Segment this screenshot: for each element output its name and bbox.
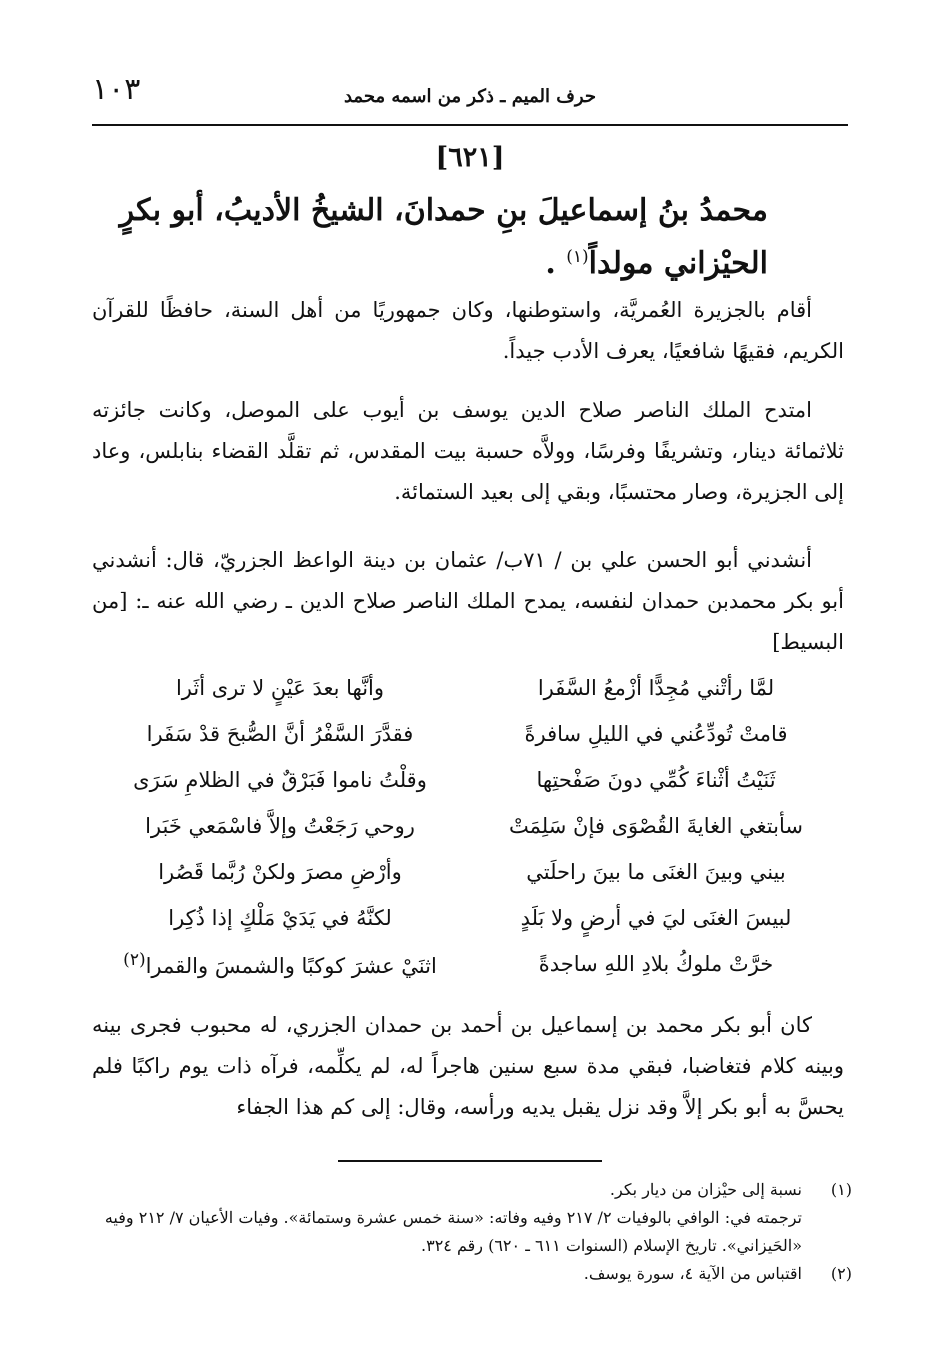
hemistich-second: وقلْتُ ناموا فَبَرْقٌ في الظلامِ سَرَى [133,768,427,792]
hemistich-first: سأبتغي الغايةَ القُصْوَى فإنْ سَلِمَتْ [509,814,803,838]
hemistich-second: روحي رَجَعْتُ وإلاَّ فاسْمَعي خَبَرا [145,814,415,838]
paragraph-2 [92,390,844,513]
footnote-number: (١) [830,1180,852,1199]
entry-number: [٦٢١] [435,142,505,173]
footnote-ref-1: (١) [566,247,589,267]
running-head: حرف الميم ـ ذكر من اسمه محمد [343,86,596,107]
entry-title-line-1: محمدُ بنُ إسماعيلَ بنِ حمدانَ، الشيخُ الأديبُ، أبو بكرٍ [119,193,768,228]
footnotes [92,1176,852,1288]
paragraph-3 [92,540,844,663]
entry-title-end: . [545,246,567,281]
poem [92,665,844,987]
footnote-line: ترجمته في: الوافي بالوفيات ٢/ ٢١٧ وفيه وفاته: «سنة خمس عشرة وستمائة». وفيات الأعيان ٧/ ٢١٢ وفيه «الحَيزاني». تاريخ الإسلام (السنوات ٦١١ ـ ٦٢٠) رقم ٣٢٤. [104,1208,802,1255]
header-rule [92,124,848,126]
hemistich-first: لبيسَ الغنَى ليَ في أرضٍ ولا بَلَدٍ [520,906,792,930]
paragraph-text: أنشدني أبو الحسن علي بن / ٧١ب/ عثمان بن دينة الواعظ الجزريّ، قال: أنشدني أبو بكر محمدبن حمدان لنفسه، يمدح الملك الناصر صلاح الدين ـ رضي الله عنه ـ: [من البسيط] [92,548,844,654]
paragraph-text: أقام بالجزيرة العُمريَّة، واستوطنها، وكان جمهوريًا من أهل السنة، حافظًا للقرآن الكريم، فقيهًا شافعيًا، يعرف الأدب جيداً. [92,298,844,363]
page-number: ١٠٣ [92,72,141,107]
footnote-ref-2: (٢) [123,950,146,970]
footnote-2 [92,1260,852,1288]
footnote-body [92,1176,802,1260]
entry-title-line-2 [80,234,768,287]
hemistich-second: فقدَّرَ السَّفْرُ أنَّ الصُّبحَ قدْ سَفَرا [146,722,414,746]
footnote-number: (٢) [830,1264,852,1283]
footnote-rule [338,1160,602,1162]
poem-verse [92,849,844,895]
hemistich-second: وأرْضِ مصرَ ولكنْ رُبَّما قَصُرا [158,860,402,884]
hemistich-second: لكنَّهُ في يَدَيْ مَلْكٍ إذا ذُكِرا [168,906,392,930]
footnote-line: اقتباس من الآية ٤، سورة يوسف. [583,1264,802,1283]
hemistich-first: قامتْ تُودِّعُني في الليلِ سافرةً [524,722,788,746]
hemistich-first: ثَنَيْتُ أثْناءَ كُمِّي دونَ صَفْحتِها [536,768,776,792]
hemistich-first: خرَّتْ ملوكُ بلادِ اللهِ ساجدةً [538,952,774,976]
entry-title-name: الحيْزاني مولداً [588,246,768,281]
hemistich-text: اثنَيْ عشرَ كوكبًا والشمسَ والقمرا [145,954,437,978]
entry-title [80,188,768,287]
page-header [92,70,848,122]
paragraph-text: كان أبو بكر محمد بن إسماعيل بن أحمد بن حمدان الجزري، له محبوب فجرى بينه وبينه كلام فتغاضبا، فبقي مدة سبع سنين هاجراً له، لم يكلِّمه، فرآه ذات يوم راكبًا فلم يحسَّ به أبو بكر إلاَّ وقد نزل يقبل يديه ورأسه، وقال: إلى كم هذا الجفاء [92,1013,844,1119]
poem-verse [92,941,844,987]
hemistich-first: بيني وبينَ الغنَى ما بينَ راحلَتي [526,860,786,884]
footnote-body [92,1260,802,1288]
footnote-line: نسبة إلى حيْزان من ديار بكر. [609,1180,802,1199]
paragraph-1 [92,290,844,372]
poem-verse [92,895,844,941]
hemistich-second [92,950,468,978]
poem-verse [92,803,844,849]
paragraph-4 [92,1005,844,1128]
hemistich-second: وأنَّها بعدَ عَيْنٍ لا ترى أثَرا [175,676,385,700]
hemistich-first: لمَّا رأتْني مُجِدًّا أزْمعُ السَّفَرا [537,676,775,700]
footnote-1 [92,1176,852,1260]
paragraph-text: امتدح الملك الناصر صلاح الدين يوسف بن أيوب على الموصل، وكانت جائزته ثلاثمائة دينار، وتشريفًا وفرسًا، وولاَّه حسبة بيت المقدس، ثم تقلَّد القضاء بنابلس، وعاد إلى الجزيرة، وصار محتسبًا، وبقي إلى بعيد الستمائة. [92,398,844,504]
poem-verse [92,665,844,711]
poem-verse [92,711,844,757]
poem-verse [92,757,844,803]
